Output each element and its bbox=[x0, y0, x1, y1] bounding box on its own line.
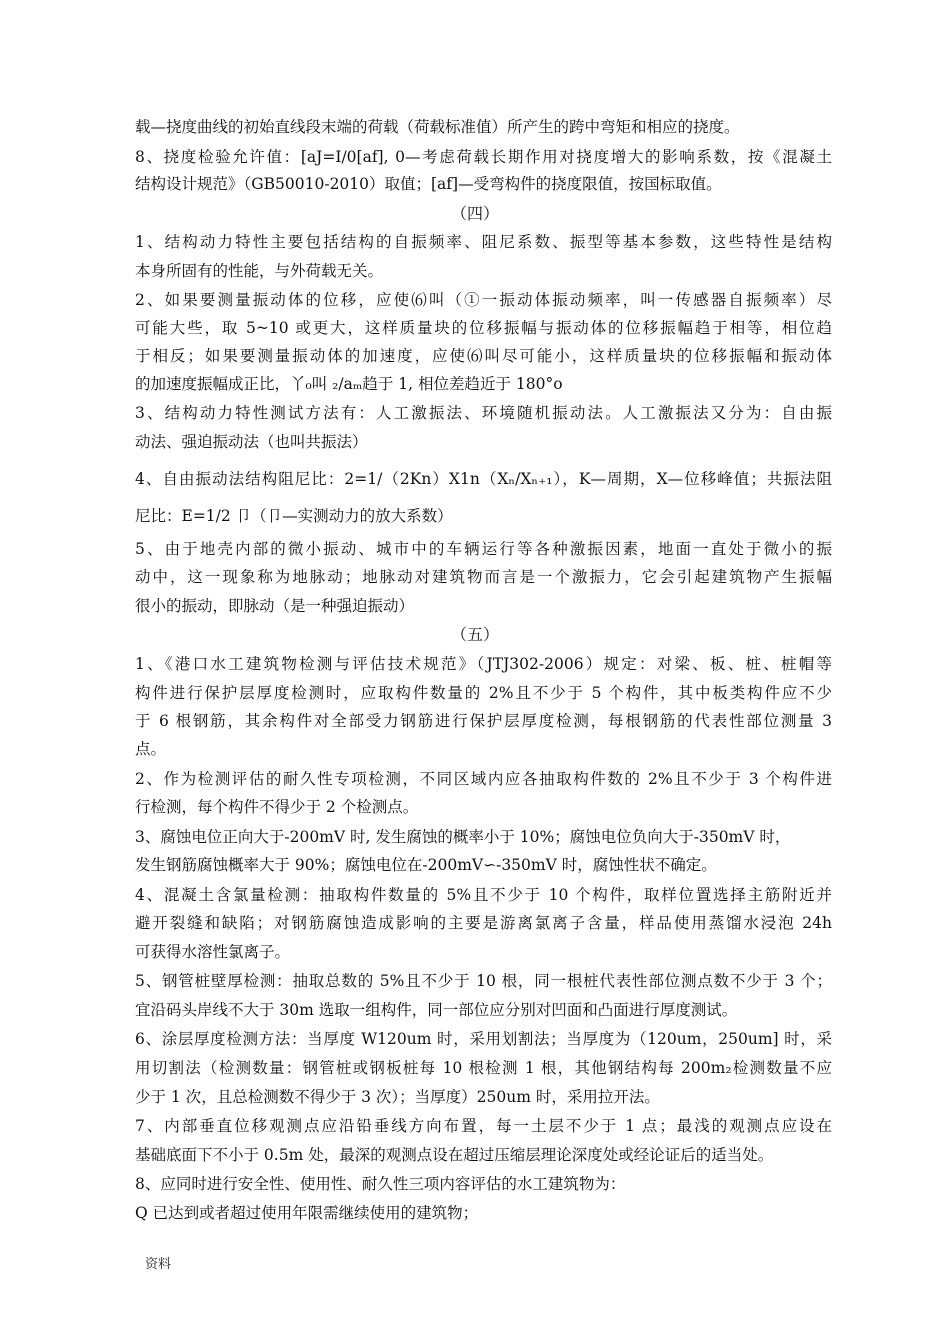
text-line: 4、混凝土含氯量检测：抽取构件数量的 5%且不少于 10 个构件，取样位置选择主筋附近并 bbox=[135, 886, 832, 904]
text-line: 3、腐蚀电位正向大于-200mV 时, 发生腐蚀的概率小于 10%；腐蚀电位负向大于-350mV 时， bbox=[135, 828, 791, 846]
text-line: 点。 bbox=[135, 740, 167, 758]
text-line: 于相反；如果要测量振动体的加速度，应使⑹叫尽可能小，这样质量块的位移振幅和振动体 bbox=[135, 347, 832, 365]
text-line: 载—挠度曲线的初始直线段末端的荷载（荷载标准值）所产生的跨中弯矩和相应的挠度。 bbox=[135, 118, 740, 136]
text-line: 少于 1 次，且总检测数不得少于 3 次）；当厚度）250um 时，采用拉开法。 bbox=[135, 1088, 660, 1106]
text-line: 避开裂缝和缺陷；对钢筋腐蚀造成影响的主要是游离氯离子含量，样品使用蒸馏水浸泡 24h bbox=[135, 914, 832, 932]
text-line: 尼比：E=1/2 卩（卩—实测动力的放大系数） bbox=[135, 507, 453, 525]
text-line: 的加速度振幅成正比，丫₀叫 ₂/aₘ趋于 1, 相位差趋近于 180°o bbox=[135, 375, 563, 393]
section-heading: （五） bbox=[450, 625, 499, 644]
text-line: 行检测，每个构件不得少于 2 个检测点。 bbox=[135, 798, 419, 816]
text-line: 宜沿码头岸线不大于 30m 选取一组构件，同一部位应分别对凹面和凸面进行厚度测试。 bbox=[135, 1001, 738, 1019]
text-line: 用切割法（检测数量：钢管桩或钢板桩每 10 根检测 1 根，其他钢结构每 200m₂检测数量不应 bbox=[135, 1059, 832, 1077]
text-line: 8、挠度检验允许值：[aJ=I/0[af], 0—考虑荷载长期作用对挠度增大的影响系数，按《混凝土 bbox=[135, 148, 832, 166]
text-line: 可获得水溶性氯离子。 bbox=[135, 943, 291, 961]
text-line: 很小的振动，即脉动（是一种强迫振动） bbox=[135, 597, 415, 615]
text-line: 1、结构动力特性主要包括结构的自振频率、阻尼系数、振型等基本参数，这些特性是结构 bbox=[135, 233, 832, 251]
text-line: Q 已达到或者超过使用年限需继续使用的建筑物； bbox=[135, 1204, 479, 1222]
text-line: 结构设计规范》（GB50010-2010）取值；[af]—受弯构件的挠度限值，按国标取值。 bbox=[135, 175, 722, 193]
text-line: 1、《港口水工建筑物检测与评估技术规范》（JTJ302-2006）规定：对梁、板、桩、桩帽等 bbox=[135, 655, 832, 673]
text-line: 4、自由振动法结构阻尼比：2=1/（2Kn）X1n（Xₙ/Xₙ₊₁），K—周期，X—位移峰值；共振法阻 bbox=[135, 470, 832, 488]
text-line: 5、由于地壳内部的微小振动、城市中的车辆运行等各种激振因素，地面一直处于微小的振 bbox=[135, 540, 832, 558]
text-line: 6、涂层厚度检测方法：当厚度 W120um 时，采用划割法；当厚度为（120um，250um] 时，采 bbox=[135, 1030, 832, 1048]
text-line: 构件进行保护层厚度检测时，应取构件数量的 2%且不少于 5 个构件，其中板类构件应不少 bbox=[135, 684, 832, 702]
page-footer: 资料 bbox=[145, 1257, 172, 1272]
text-line: 于 6 根钢筋，其余构件对全部受力钢筋进行保护层厚度检测，每根钢筋的代表性部位测量 3 bbox=[135, 712, 832, 730]
text-line: 本身所固有的性能，与外荷载无关。 bbox=[135, 262, 384, 280]
text-line: 基础底面下不小于 0.5m 处，最深的观测点设在超过压缩层理论深度处或经论证后的适当处。 bbox=[135, 1146, 774, 1164]
text-line: 5、钢管桩壁厚检测：抽取总数的 5%且不少于 10 根，同一根桩代表性部位测点数不少于 3 个； bbox=[135, 972, 832, 990]
text-line: 可能大些，取 5~10 或更大，这样质量块的位移振幅与振动体的位移振幅趋于相等，相位趋 bbox=[135, 319, 832, 337]
text-line: 动中，这一现象称为地脉动；地脉动对建筑物而言是一个激振力，它会引起建筑物产生振幅 bbox=[135, 568, 832, 586]
text-line: 动法、强迫振动法（也叫共振法） bbox=[135, 433, 368, 451]
text-line: 3、结构动力特性测试方法有：人工激振法、环境随机振动法。人工激振法又分为：自由振 bbox=[135, 404, 832, 422]
text-line: 2、如果要测量振动体的位移，应使⑹叫（①一振动体振动频率，叫一传感器自振频率）尽 bbox=[135, 291, 832, 309]
text-line: 8、应同时进行安全性、使用性、耐久性三项内容评估的水工建筑物为： bbox=[135, 1175, 626, 1193]
text-line: 2、作为检测评估的耐久性专项检测，不同区域内应各抽取构件数的 2%且不少于 3 个构件进 bbox=[135, 770, 832, 788]
section-heading: （四） bbox=[450, 204, 499, 223]
text-line: 发生钢筋腐蚀概率大于 90%；腐蚀电位在-200mV∽-350mV 时，腐蚀性状不确定。 bbox=[135, 856, 717, 874]
text-line: 7、内部垂直位移观测点应沿铅垂线方向布置，每一土层不少于 1 点；最浅的观测点应设在 bbox=[135, 1117, 832, 1135]
